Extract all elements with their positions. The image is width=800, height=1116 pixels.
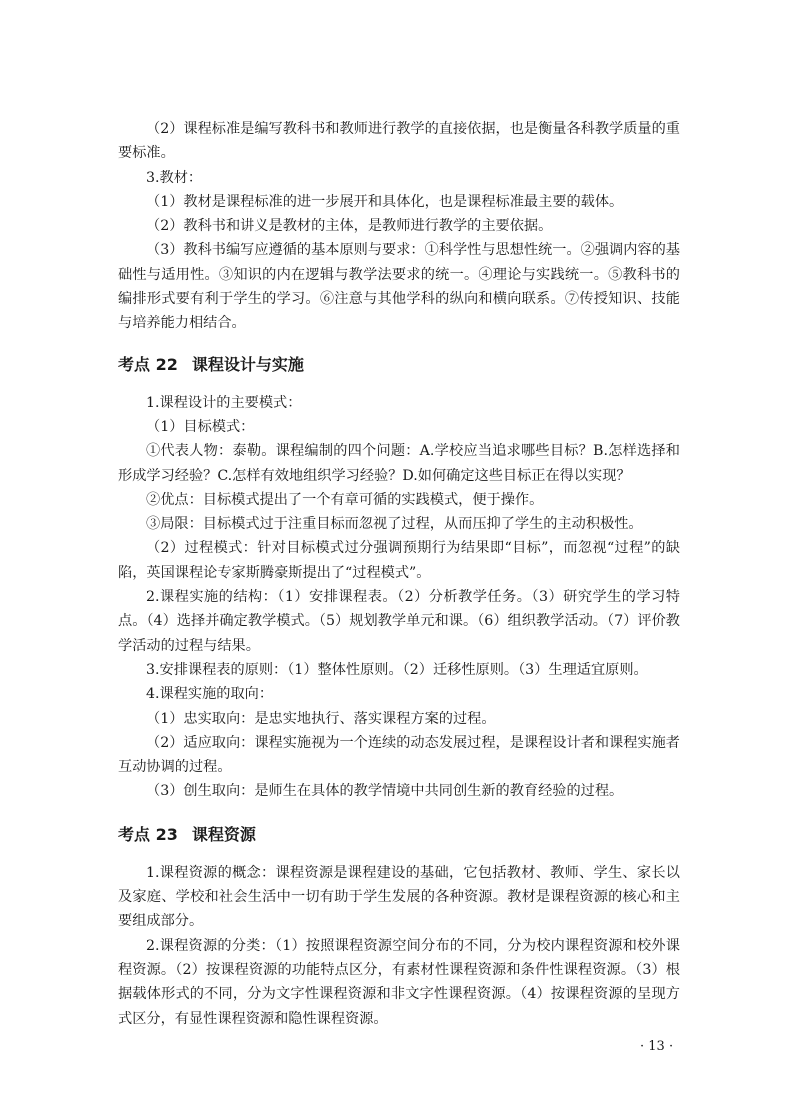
- section-heading-23: [118, 823, 680, 847]
- paragraph: （1）忠实取向：是忠实地执行、落实课程方案的过程。: [146, 710, 496, 727]
- section-label: 考点 23: [118, 824, 178, 844]
- paragraph: ③局限：目标模式过于注重目标而忽视了过程，从而压抑了学生的主动积极性。: [146, 516, 643, 533]
- paragraph: 2.课程资源的分类：（1）按照课程资源空间分布的不同，分为校内课程资源和校外课程资源。（2）按课程资源的功能特点区分，有素材性课程资源和条件性课程资源。（3）根据载体形式的不同，分为文字性课程资源和非文字性课程资源。（4）按课程资源的呈现方式区分，有显性课程资源和隐性课程资源。: [118, 937, 680, 1027]
- paragraph: （3）教科书编写应遵循的基本原则与要求：①科学性与思想性统一。②强调内容的基础性与适用性。③知识的内在逻辑与教学法要求的统一。④理论与实践统一。⑤教科书的编排形式要有利于学生的学习。⑥注意与其他学科的纵向和横向联系。⑦传授知识、技能与培养能力相结合。: [118, 242, 680, 332]
- paragraph: 4.课程实施的取向：: [146, 686, 274, 703]
- section-heading-22: [118, 353, 680, 377]
- paragraph: 1.课程设计的主要模式：: [146, 394, 302, 411]
- paragraph: （2）教科书和讲义是教材的主体，是教师进行教学的主要依据。: [146, 218, 553, 235]
- paragraph: （1）目标模式：: [146, 418, 255, 435]
- paragraph: ①代表人物：泰勒。课程编制的四个问题：A.学校应当追求哪些目标？B.怎样选择和形成学习经验？C.怎样有效地组织学习经验？D.如何确定这些目标正在得以实现？: [118, 443, 680, 484]
- paragraph: ②优点：目标模式提出了一个有章可循的实践模式，便于操作。: [146, 491, 544, 508]
- section-title: 课程资源: [191, 824, 256, 844]
- paragraph: 3.安排课程表的原则：（1）整体性原则。（2）迁移性原则。（3）生理适宜原则。: [146, 661, 648, 678]
- paragraph: 1.课程资源的概念：课程资源是课程建设的基础，它包括教材、教师、学生、家长以及家庭、学校和社会生活中一切有助于学生发展的各种资源。教材是课程资源的核心和主要组成部分。: [118, 864, 680, 930]
- section-title: 课程设计与实施: [191, 354, 304, 374]
- page-number: · 13 ·: [640, 1039, 674, 1054]
- paragraph: 3.教材：: [146, 169, 203, 186]
- paragraph: （2）过程模式：针对目标模式过分强调预期行为结果即“目标”，而忽视“过程”的缺陷，英国课程论专家斯腾豪斯提出了“过程模式”。: [118, 540, 680, 581]
- section-label: 考点 22: [118, 354, 178, 374]
- paragraph: （2）课程标准是编写教科书和教师进行教学的直接依据，也是衡量各科教学质量的重要标准。: [118, 121, 680, 162]
- paragraph: （2）适应取向：课程实施视为一个连续的动态发展过程，是课程设计者和课程实施者互动协调的过程。: [118, 734, 680, 776]
- paragraph: （3）创生取向：是师生在具体的教学情境中共同创生新的教育经验的过程。: [146, 783, 624, 800]
- paragraph: （1）教材是课程标准的进一步展开和具体化，也是课程标准最主要的载体。: [146, 193, 624, 210]
- page-content: [118, 117, 680, 1031]
- paragraph: 2.课程实施的结构：（1）安排课程表。（2）分析教学任务。（3）研究学生的学习特点。（4）选择并确定教学模式。（5）规划教学单元和课。（6）组织教学活动。（7）评价教学活动的过程与结果。: [118, 589, 680, 654]
